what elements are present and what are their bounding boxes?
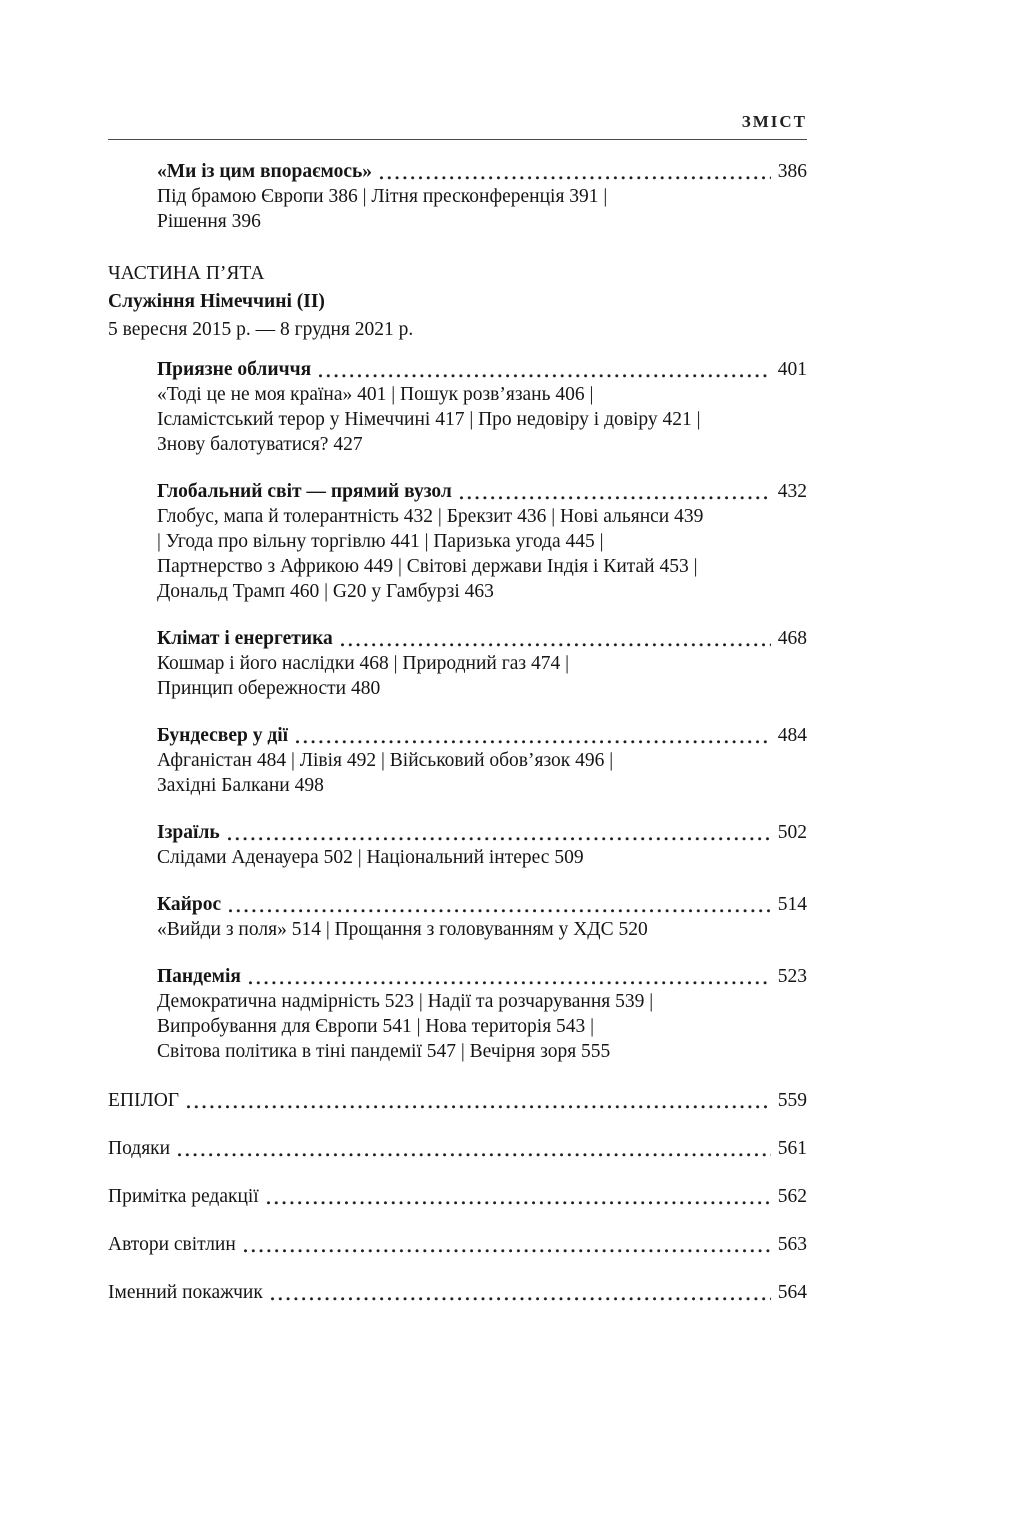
toc-entry-title: Приязне обличчя <box>157 359 312 380</box>
toc-row <box>157 159 807 184</box>
part-title: Служіння Німеччині (II) <box>108 291 325 312</box>
toc-row <box>157 820 807 845</box>
toc-entry-subline: «Вийди з поля» 514 | Прощання з головуванням у ХДС 520 <box>157 919 648 940</box>
toc-entry-subline: Партнерство з Африкою 449 | Світові держави Індія і Китай 453 | <box>157 556 698 577</box>
dot-leader <box>228 833 771 841</box>
toc-entry <box>157 723 807 798</box>
dot-leader <box>319 370 771 378</box>
toc-entry-page: 432 <box>777 481 807 502</box>
dot-leader <box>178 1149 771 1157</box>
toc-entry-title: Глобальний світ — прямий вузол <box>157 481 452 502</box>
toc-entry-subline: Рішення 396 <box>157 211 261 232</box>
toc-back-entry <box>108 1232 807 1257</box>
toc-row <box>108 1280 807 1305</box>
toc-entry-page: 468 <box>777 628 807 649</box>
toc-entry <box>157 159 807 234</box>
toc-entry-page: 484 <box>777 725 807 746</box>
toc-back-entry <box>108 1136 807 1161</box>
toc-row <box>157 964 807 989</box>
toc-entry-page: 514 <box>777 894 807 915</box>
toc-entry-subline: Слідами Аденауера 502 | Національний інтерес 509 <box>157 847 584 868</box>
toc-entry-title: Примітка редакції <box>108 1186 259 1207</box>
dot-leader <box>296 736 771 744</box>
toc-entry-page: 561 <box>777 1138 807 1159</box>
dot-leader <box>187 1101 771 1109</box>
toc-entry-subline: Кошмар і його наслідки 468 | Природний газ 474 | <box>157 653 569 674</box>
toc-back-entry <box>108 1088 807 1113</box>
toc-entry-page: 562 <box>777 1186 807 1207</box>
toc-entry-title: ЕПІЛОГ <box>108 1090 180 1111</box>
toc-entry-title: Пандемія <box>157 966 241 987</box>
toc-entry-title: «Ми із цим впораємось» <box>157 161 373 182</box>
toc-entry-subline: Афганістан 484 | Лівія 492 | Військовий обов’язок 496 | <box>157 750 614 771</box>
dot-leader <box>460 492 771 500</box>
toc-entry-subline: Принцип обережности 480 <box>157 678 381 699</box>
page-title: ЗМІСТ <box>108 112 807 140</box>
dot-leader <box>267 1197 771 1205</box>
toc-entry-subline: Ісламістський терор у Німеччині 417 | Про недовіру і довіру 421 | <box>157 409 701 430</box>
toc-entry-title: Кайрос <box>157 894 222 915</box>
toc-entry <box>157 892 807 942</box>
toc-row <box>108 1088 807 1113</box>
toc-entry-title: Подяки <box>108 1138 171 1159</box>
toc-entry-subline: | Угода про вільну торгівлю 441 | Паризька угода 445 | <box>157 531 604 552</box>
toc-row <box>157 892 807 917</box>
toc-row <box>157 479 807 504</box>
toc-entry-title: Бундесвер у дії <box>157 725 289 746</box>
toc-row <box>157 357 807 382</box>
toc-entry-page: 386 <box>777 161 807 182</box>
toc-pre-entries <box>108 159 807 234</box>
toc-entry-title: Автори світлин <box>108 1234 236 1255</box>
dot-leader <box>244 1245 771 1253</box>
toc-entry-subline: Світова політика в тіні пандемії 547 | Вечірня зоря 555 <box>157 1041 611 1062</box>
toc-entry-page: 563 <box>777 1234 807 1255</box>
toc-row <box>108 1184 807 1209</box>
toc-row <box>108 1232 807 1257</box>
toc-back-entry <box>108 1280 807 1305</box>
toc-entry <box>157 820 807 870</box>
page-content <box>108 112 807 1305</box>
toc-row <box>108 1136 807 1161</box>
dot-leader <box>341 639 771 647</box>
dot-leader <box>271 1293 771 1301</box>
toc-entry-subline: Глобус, мапа й толерантність 432 | Брекзит 436 | Нові альянси 439 <box>157 506 704 527</box>
toc-entry-subline: Західні Балкани 498 <box>157 775 324 796</box>
dot-leader <box>249 977 771 985</box>
toc-entry <box>157 479 807 604</box>
toc-entry-title: Клімат і енергетика <box>157 628 333 649</box>
toc-entry-subline: Під брамою Європи 386 | Літня пресконференція 391 | <box>157 186 608 207</box>
toc-entry-title: Ізраїль <box>157 822 220 843</box>
toc-row <box>157 626 807 651</box>
part-dates: 5 вересня 2015 р. — 8 грудня 2021 р. <box>108 319 414 340</box>
toc-entry-page: 564 <box>777 1282 807 1303</box>
toc-back-entry <box>108 1184 807 1209</box>
toc-back-matter <box>108 1088 807 1305</box>
dot-leader <box>229 905 771 913</box>
toc-entry <box>157 626 807 701</box>
part-heading <box>108 260 807 344</box>
toc-entry-subline: Дональд Трамп 460 | G20 у Гамбурзі 463 <box>157 581 494 602</box>
toc-row <box>157 723 807 748</box>
toc-entry-subline: Випробування для Європи 541 | Нова територія 543 | <box>157 1016 595 1037</box>
toc-entries <box>108 357 807 1064</box>
part-kicker: ЧАСТИНА П’ЯТА <box>108 263 265 284</box>
toc-entry-page: 401 <box>777 359 807 380</box>
toc-entry <box>157 357 807 457</box>
toc-entry-subline: Знову балотуватися? 427 <box>157 434 363 455</box>
toc-entry <box>157 964 807 1064</box>
toc-entry-title: Іменний покажчик <box>108 1282 263 1303</box>
toc-entry-page: 559 <box>777 1090 807 1111</box>
toc-entry-page: 523 <box>777 966 807 987</box>
toc-entry-subline: «Тоді це не моя країна» 401 | Пошук розв’язань 406 | <box>157 384 594 405</box>
toc-entry-subline: Демократична надмірність 523 | Надії та розчарування 539 | <box>157 991 654 1012</box>
dot-leader <box>380 172 771 180</box>
toc-entry-page: 502 <box>777 822 807 843</box>
